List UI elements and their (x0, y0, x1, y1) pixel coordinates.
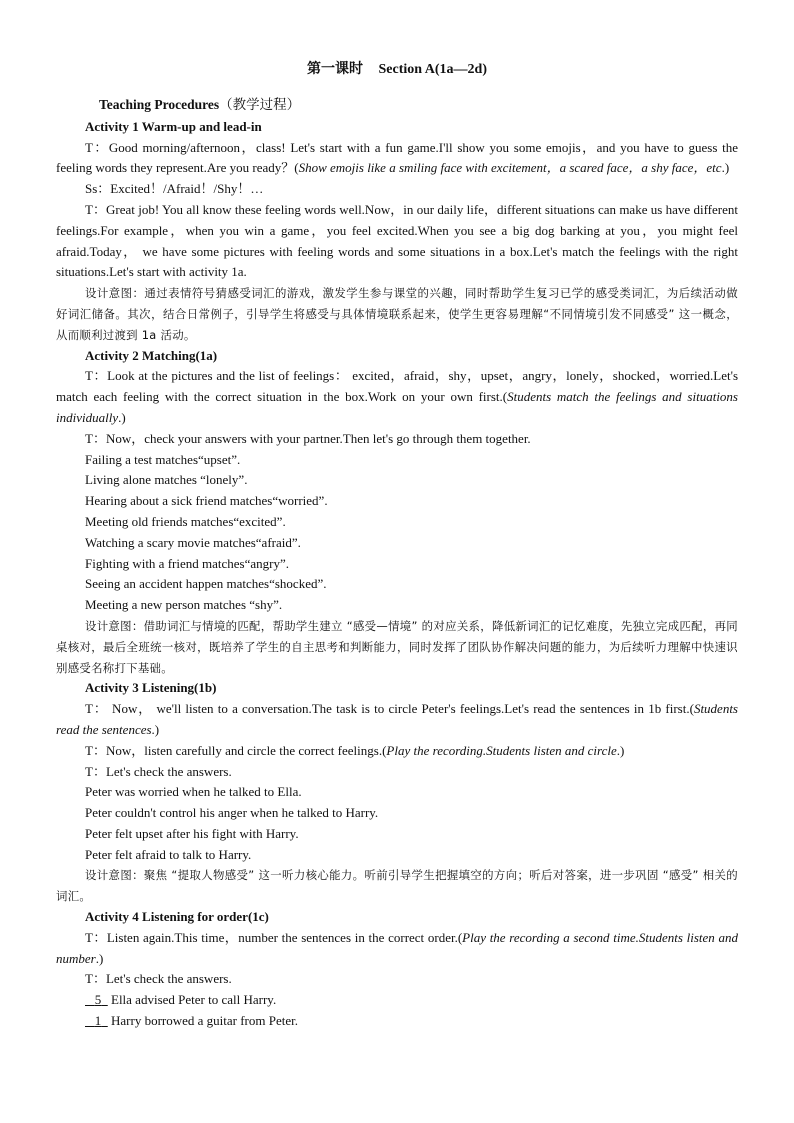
order-item: 1 Harry borrowed a guitar from Peter. (56, 1011, 738, 1032)
lesson-title-section: Section A(1a—2d) (378, 62, 487, 77)
activity-3-title: Activity 3 Listening(1b) (85, 680, 217, 696)
design-label: 设计意图： (85, 618, 144, 633)
design-label: 设计意图： (85, 868, 144, 883)
match-line: Watching a scary movie matches“afraid”. (85, 534, 301, 550)
document-body (56, 95, 738, 1032)
activity-4-paragraph-1: T：Listen again.This time，number the sentences in the correct order.(Play the recording a second time.Students listen and number.) (56, 929, 738, 966)
match-line: Seeing an accident happen matches“shocked”. (85, 576, 327, 592)
answer-line: Peter felt afraid to talk to Harry. (85, 846, 252, 862)
activity-2-paragraph-2: T：Now，check your answers with your partner.Then let's go through them together. (85, 430, 531, 446)
order-number: 5 (94, 992, 102, 1008)
activity-1-title: Activity 1 Warm-up and lead-in (85, 118, 262, 134)
match-line: Fighting with a friend matches“angry”. (85, 555, 289, 571)
activity-2-design-intent: 设计意图：借助词汇与情境的匹配，帮助学生建立 “感受—情境” 的对应关系，降低新词汇的记忆难度，先独立完成匹配，再同桌核对，最后全班统一核对，既培养了学生的自主思考和判断能力，同时发挥了团队协作解决问题的能力，为后续听力理解中快速识别感受名称打下基础。 (56, 618, 738, 675)
design-label: 设计意图： (85, 286, 145, 301)
activity-1-design-intent: 设计意图：通过表情符号猜感受词汇的游戏，激发学生参与课堂的兴趣，同时帮助学生复习已学的感受类词汇，为后续活动做好词汇储备。其次，结合日常例子，引导学生将感受与具体情境联系起来，使学生更容易理解“不同情境引发不同感受” 这一概念，从而顺利过渡到 1a 活动。 (56, 286, 738, 342)
heading-en: Teaching Procedures (99, 97, 220, 112)
heading-cn: （教学过程） (219, 97, 301, 112)
match-line: Failing a test matches“upset”. (85, 451, 241, 467)
order-number: 1 (94, 1013, 102, 1029)
section-heading (56, 95, 738, 116)
activity-3-design-intent: 设计意图：聚焦 “提取人物感受” 这一听力核心能力。听前引导学生把握填空的方向；听后对答案，进一步巩固 “感受” 相关的词汇。 (56, 868, 738, 904)
activity-1-paragraph-2: Ss：Excited！/Afraid！/Shy！… (85, 181, 264, 197)
activity-1-paragraph-3: T：Great job! You all know these feeling words well.Now，in our daily life，different situations can make us have different feelings.For example，when you win a game，you feel excited.When you see a big dog barking at you，you might feel afraid.Today， we have some pictures with feeling words and some situations in a box.Let's match the feelings with the right situations.Let's start with activity 1a. (56, 201, 738, 280)
activity-2-title: Activity 2 Matching(1a) (85, 347, 218, 363)
activity-2-paragraph-1: T：Look at the pictures and the list of feelings： excited，afraid，shy，upset，angry，lonely，shocked，worried.Let's match each feeling with the correct situation in the box.Work on your own first.(Students match the feelings and situations individually.) (56, 368, 738, 425)
answer-line: Peter couldn't control his anger when he talked to Harry. (85, 805, 379, 821)
match-line: Hearing about a sick friend matches“worried”. (85, 493, 328, 509)
match-line: Meeting old friends matches“excited”. (85, 513, 286, 529)
activity-3-paragraph-3: T：Let's check the answers. (85, 763, 232, 779)
match-line: Meeting a new person matches “shy”. (85, 597, 283, 613)
lesson-title-cn: 第一课时 (307, 62, 363, 77)
activity-3-paragraph-1: T： Now， we'll listen to a conversation.The task is to circle Peter's feelings.Let's read the sentences in 1b first.(Students read the sentences.) (56, 701, 738, 737)
answer-line: Peter felt upset after his fight with Harry. (85, 825, 299, 841)
match-line: Living alone matches “lonely”. (85, 472, 248, 488)
order-item: 5 Ella advised Peter to call Harry. (56, 990, 738, 1011)
lesson-title (0, 58, 794, 78)
answer-line: Peter was worried when he talked to Ella. (85, 784, 302, 800)
activity-3-paragraph-2: T：Now，listen carefully and circle the correct feelings.(Play the recording.Students listen and circle.) (85, 742, 625, 758)
activity-4-paragraph-2: T：Let's check the answers. (85, 971, 232, 987)
activity-4-title: Activity 4 Listening for order(1c) (85, 909, 269, 925)
activity-1-paragraph-1: T：Good morning/afternoon，class! Let's start with a fun game.I'll show you some emojis，and you have to guess the feeling words they represent.Are you ready？(Show emojis like a smiling face with excitement，a scared face，a shy face，etc.) (56, 139, 738, 176)
